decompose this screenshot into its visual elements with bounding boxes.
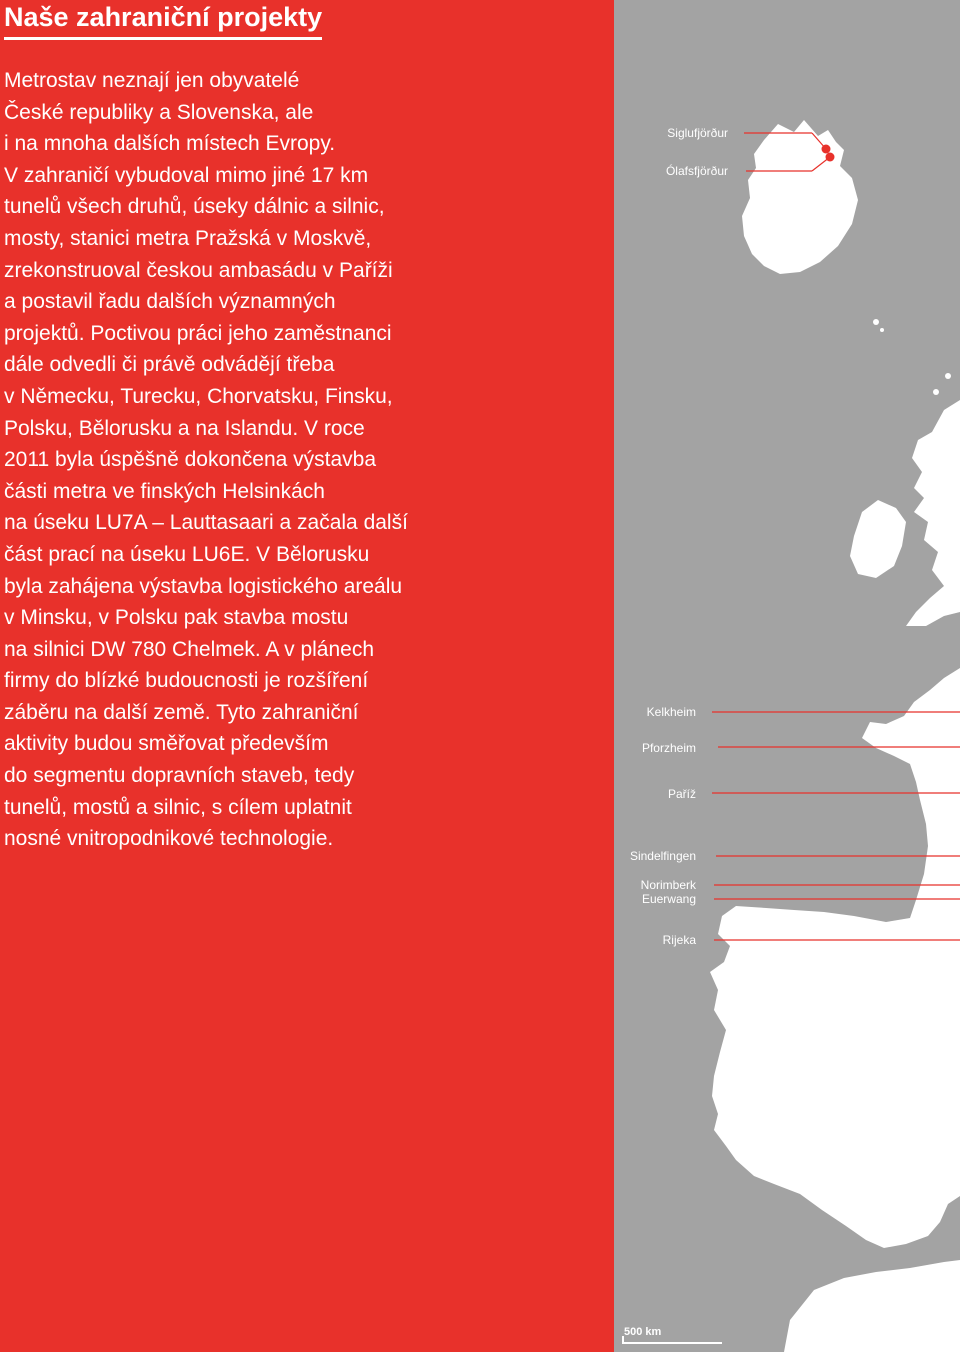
label-euerwang: Euerwang xyxy=(641,892,696,906)
europe-map xyxy=(614,0,960,1352)
island-speck xyxy=(946,1172,954,1180)
label-norimberk: Norimberk xyxy=(640,878,696,892)
scale-label: 500 km xyxy=(624,1326,662,1338)
marker-olafsfjordur xyxy=(826,153,835,162)
intro-paragraph xyxy=(4,65,454,855)
intro-line: byla zahájena výstavba logistického areálu xyxy=(4,574,403,598)
island-speck xyxy=(873,319,879,325)
intro-line: v Německu, Turecku, Chorvatsku, Finsku, xyxy=(4,384,393,408)
label-olafsfjordur: Ólafsfjörður xyxy=(665,164,728,178)
intro-line: i na mnoha dalších místech Evropy. xyxy=(4,132,336,156)
label-rijeka: Rijeka xyxy=(662,933,696,947)
intro-line: zrekonstruoval českou ambasádu v Paříži xyxy=(4,258,393,282)
intro-line: na úseku LU7A – Lauttasaari a začala další xyxy=(4,511,408,535)
label-kelkheim: Kelkheim xyxy=(646,705,696,719)
intro-line: části metra ve finských Helsinkách xyxy=(4,479,325,503)
intro-line: do segmentu dopravních staveb, tedy xyxy=(4,764,355,788)
intro-line: 2011 byla úspěšně dokončena výstavba xyxy=(4,448,377,472)
island-speck xyxy=(945,373,951,379)
marker-siglufjordur xyxy=(822,145,831,154)
label-pariz: Paříž xyxy=(667,787,696,801)
page-title: Naše zahraniční projekty xyxy=(4,2,323,32)
label-siglufjordur: Siglufjörður xyxy=(667,126,728,140)
intro-line: V zahraničí vybudoval mimo jiné 17 km xyxy=(4,163,369,187)
intro-line: dále odvedli či právě odvádějí třeba xyxy=(4,353,335,377)
intro-line: tunelů všech druhů, úseky dálnic a silnic, xyxy=(4,195,385,219)
intro-line: mosty, stanici metra Pražská v Moskvě, xyxy=(4,226,372,250)
label-pforzheim: Pforzheim xyxy=(641,741,696,755)
intro-line: Metrostav neznají jen obyvatelé xyxy=(4,69,300,92)
island-speck xyxy=(880,328,884,332)
intro-line: firmy do blízké budoucnosti je rozšíření xyxy=(4,669,369,693)
intro-line: záběru na další země. Tyto zahraniční xyxy=(4,700,359,724)
label-sindelfingen: Sindelfingen xyxy=(629,849,696,863)
intro-line: v Minsku, v Polsku pak stavba mostu xyxy=(4,606,349,630)
intro-line: nosné vnitropodnikové technologie. xyxy=(4,827,334,851)
island-speck xyxy=(933,389,939,395)
intro-line: a postavil řadu dalších významných xyxy=(4,290,336,314)
intro-line: Polsku, Bělorusku a na Islandu. V roce xyxy=(4,416,365,440)
intro-line: projektů. Poctivou práci jeho zaměstnanci xyxy=(4,321,392,345)
intro-line: tunelů, mostů a silnic, s cílem uplatnit xyxy=(4,795,352,819)
intro-line: část prací na úseku LU6E. V Bělorusku xyxy=(4,542,370,566)
map-graphic xyxy=(614,0,960,1352)
intro-line: aktivity budou směřovat především xyxy=(4,732,329,756)
title-underline xyxy=(4,37,322,40)
intro-line: České republiky a Slovenska, ale xyxy=(4,100,314,124)
intro-line: na silnici DW 780 Chelmek. A v plánech xyxy=(4,637,375,661)
scale-bar xyxy=(622,1342,722,1344)
